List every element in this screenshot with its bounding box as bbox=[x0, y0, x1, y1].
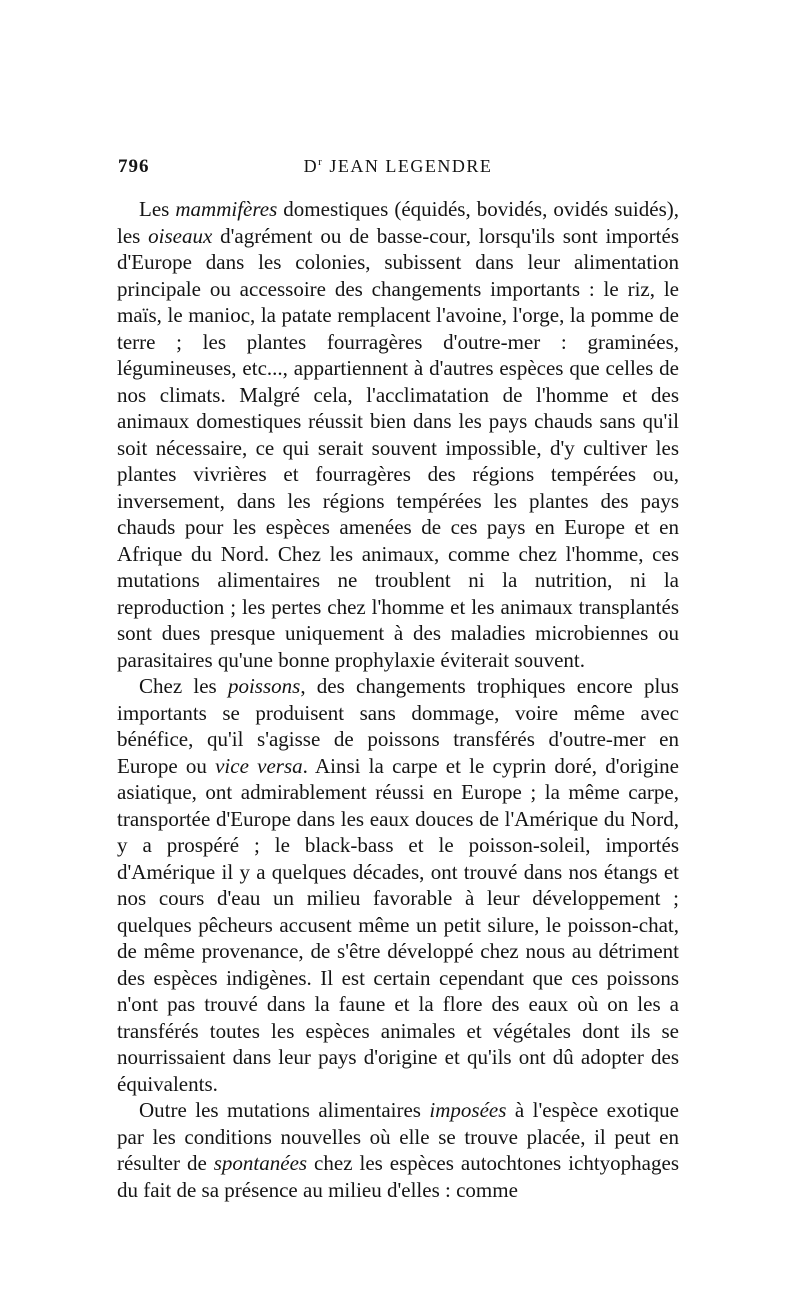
paragraph bbox=[117, 196, 679, 673]
italic-term: imposées bbox=[429, 1098, 507, 1122]
running-head bbox=[118, 156, 678, 177]
running-head-prefix: D bbox=[303, 156, 319, 176]
italic-term: mammifères bbox=[175, 197, 278, 221]
text-run: domestiques (équidés, bovidés, ovidés suidés), les bbox=[117, 197, 680, 248]
text-run: chez les espèces autochtones ichtyophages du fait de sa présence au milieu d'elles : comme bbox=[117, 1151, 679, 1202]
page-number: 796 bbox=[118, 156, 150, 177]
text-run: Chez les bbox=[139, 674, 228, 698]
text-run: Outre les mutations alimentaires bbox=[139, 1098, 430, 1122]
text-run: Les bbox=[139, 197, 176, 221]
text-run: à l'espèce exotique par les conditions nouvelles où elle se trouve placée, il peut en résulter de bbox=[117, 1098, 679, 1175]
italic-term: oiseaux bbox=[148, 223, 213, 248]
body-text bbox=[117, 196, 679, 1203]
italic-term: spontanées bbox=[213, 1151, 308, 1175]
running-head-superscript: r bbox=[318, 156, 324, 168]
paragraph bbox=[117, 673, 679, 1097]
running-head-author: JEAN LEGENDRE bbox=[323, 156, 493, 176]
paragraph bbox=[117, 1097, 679, 1203]
page-header bbox=[118, 156, 678, 184]
text-run: d'agrément ou de basse-cour, lorsqu'ils sont importés d'Europe dans les colonies, subissent dans leur alimentation principale ou accessoire des changements importants : le riz, le maïs, le manioc, la patate remplacent l'avoine, l'orge, la pomme de terre ; les plantes fourragères d'outre-mer : graminées, légumineuses, etc..., appartiennent à d'autres espèces que celles de nos climats. Malgré cela, l'acclimatation de l'homme et des animaux domestiques réussit bien dans les pays chauds sans qu'il soit nécessaire, ce qui serait souvent impossible, d'y cultiver les plantes vivrières et fourragères des régions tempérées ou, inversement, dans les régions tempérées les plantes des pays chauds pour les espèces amenées de ces pays en Europe et en Afrique du Nord. Chez les animaux, comme chez l'homme, ces mutations alimentaires ne troublent ni la nutrition, ni la reproduction ; les pertes chez l'homme et les animaux transplantés sont dues presque uniquement à des maladies microbiennes ou parasitaires qu'une bonne prophylaxie éviterait souvent. bbox=[117, 223, 679, 672]
text-run: . Ainsi la carpe et le cyprin doré, d'origine asiatique, ont admirablement réussi en Europe ; la même carpe, transportée d'Europe dans les eaux douces de l'Amérique du Nord, y a prospéré ; le black-bass et le poisson-soleil, importés d'Amérique il y a quelques décades, ont trouvé dans nos étangs et nos cours d'eau un milieu favorable à leur développement ; quelques pêcheurs accusent même un petit silure, le poisson-chat, de même provenance, de s'être développé chez nous au détriment des espèces indigènes. Il est certain cependant que ces poissons n'ont pas trouvé dans la faune et la flore des eaux où on les a transférés toutes les espèces animales et végétales dont ils se nourrissaient dans leur pays d'origine et qu'ils ont dû adopter des équivalents. bbox=[117, 753, 679, 1096]
italic-term: vice versa bbox=[215, 753, 303, 778]
italic-term: poissons bbox=[227, 674, 301, 698]
text-run: , des changements trophiques encore plus importants se produisent sans dommage, voire même avec bénéfice, qu'il s'agisse de poissons transférés d'outre-mer en Europe ou bbox=[117, 674, 679, 778]
